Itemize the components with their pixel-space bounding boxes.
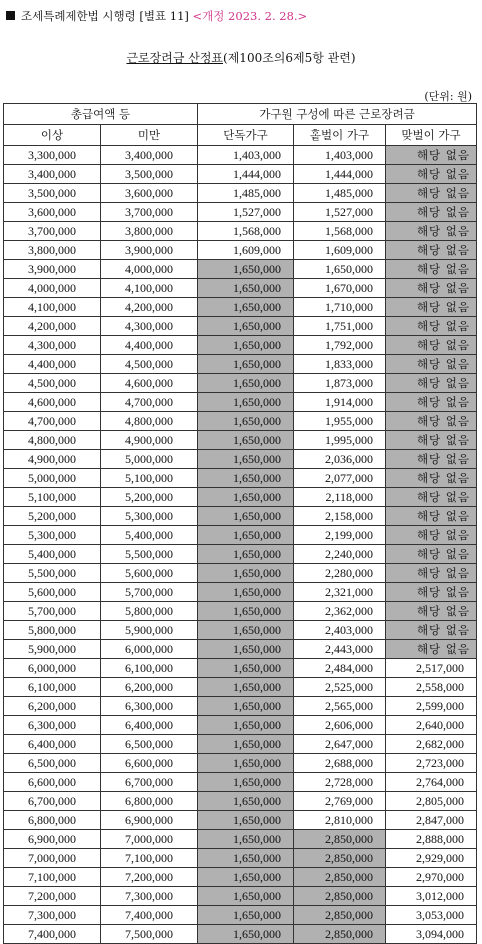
cell-single: 1,650,000	[198, 621, 294, 640]
table-row	[4, 317, 477, 336]
cell-min: 6,000,000	[4, 659, 101, 678]
cell-dual-earner: 해당 없음	[386, 583, 477, 602]
cell-single: 1,650,000	[198, 393, 294, 412]
cell-dual-earner: 해당 없음	[386, 260, 477, 279]
cell-single: 1,650,000	[198, 925, 294, 944]
cell-min: 4,300,000	[4, 336, 101, 355]
cell-dual-earner: 해당 없음	[386, 412, 477, 431]
cell-single: 1,650,000	[198, 355, 294, 374]
cell-single: 1,650,000	[198, 526, 294, 545]
cell-min: 3,900,000	[4, 260, 101, 279]
cell-max: 6,900,000	[101, 811, 198, 830]
table-row	[4, 564, 477, 583]
cell-dual-earner: 해당 없음	[386, 393, 477, 412]
cell-single-earner: 1,670,000	[294, 279, 386, 298]
cell-single-earner: 2,647,000	[294, 735, 386, 754]
cell-single: 1,650,000	[198, 678, 294, 697]
table-row	[4, 716, 477, 735]
cell-single-earner: 2,850,000	[294, 868, 386, 887]
table-row	[4, 678, 477, 697]
table-row	[4, 887, 477, 906]
cell-single: 1,650,000	[198, 849, 294, 868]
cell-min: 3,600,000	[4, 203, 101, 222]
table-row	[4, 336, 477, 355]
cell-min: 4,200,000	[4, 317, 101, 336]
table-row	[4, 621, 477, 640]
cell-max: 3,400,000	[101, 146, 198, 165]
table-row	[4, 203, 477, 222]
cell-single: 1,650,000	[198, 412, 294, 431]
cell-dual-earner: 해당 없음	[386, 279, 477, 298]
cell-single: 1,650,000	[198, 260, 294, 279]
cell-min: 3,800,000	[4, 241, 101, 260]
table-row	[4, 640, 477, 659]
cell-max: 7,500,000	[101, 925, 198, 944]
cell-single: 1,650,000	[198, 811, 294, 830]
table-row	[4, 222, 477, 241]
cell-single: 1,650,000	[198, 697, 294, 716]
cell-single: 1,527,000	[198, 203, 294, 222]
cell-min: 5,100,000	[4, 488, 101, 507]
cell-dual-earner: 해당 없음	[386, 203, 477, 222]
cell-min: 6,400,000	[4, 735, 101, 754]
cell-min: 6,700,000	[4, 792, 101, 811]
cell-single-earner: 1,751,000	[294, 317, 386, 336]
table-row	[4, 279, 477, 298]
cell-dual-earner: 3,012,000	[386, 887, 477, 906]
cell-single-earner: 1,568,000	[294, 222, 386, 241]
cell-dual-earner: 2,888,000	[386, 830, 477, 849]
cell-dual-earner: 해당 없음	[386, 241, 477, 260]
cell-dual-earner: 2,640,000	[386, 716, 477, 735]
cell-dual-earner: 2,558,000	[386, 678, 477, 697]
cell-single-earner: 2,484,000	[294, 659, 386, 678]
cell-max: 4,100,000	[101, 279, 198, 298]
col-header-dual-earner: 맞벌이 가구	[386, 125, 477, 146]
cell-single-earner: 1,710,000	[294, 298, 386, 317]
cell-dual-earner: 2,847,000	[386, 811, 477, 830]
cell-max: 6,300,000	[101, 697, 198, 716]
cell-max: 4,600,000	[101, 374, 198, 393]
cell-single: 1,650,000	[198, 887, 294, 906]
cell-single-earner: 2,525,000	[294, 678, 386, 697]
table-row	[4, 241, 477, 260]
cell-single-earner: 2,362,000	[294, 602, 386, 621]
cell-single: 1,403,000	[198, 146, 294, 165]
table-row	[4, 298, 477, 317]
cell-dual-earner: 해당 없음	[386, 317, 477, 336]
cell-min: 6,200,000	[4, 697, 101, 716]
cell-dual-earner: 해당 없음	[386, 450, 477, 469]
cell-dual-earner: 2,929,000	[386, 849, 477, 868]
cell-min: 4,600,000	[4, 393, 101, 412]
cell-single: 1,650,000	[198, 602, 294, 621]
cell-single-earner: 1,914,000	[294, 393, 386, 412]
cell-min: 7,300,000	[4, 906, 101, 925]
cell-min: 5,200,000	[4, 507, 101, 526]
cell-dual-earner: 해당 없음	[386, 469, 477, 488]
table-row	[4, 450, 477, 469]
cell-max: 4,800,000	[101, 412, 198, 431]
cell-min: 7,200,000	[4, 887, 101, 906]
cell-single-earner: 2,606,000	[294, 716, 386, 735]
cell-single: 1,650,000	[198, 374, 294, 393]
table-row	[4, 659, 477, 678]
cell-max: 5,200,000	[101, 488, 198, 507]
table-row	[4, 393, 477, 412]
cell-dual-earner: 해당 없음	[386, 374, 477, 393]
cell-max: 6,700,000	[101, 773, 198, 792]
revision-note: <개정 2023. 2. 28.>	[192, 9, 308, 23]
table-row	[4, 583, 477, 602]
table-row	[4, 146, 477, 165]
cell-dual-earner: 3,053,000	[386, 906, 477, 925]
cell-dual-earner: 해당 없음	[386, 222, 477, 241]
cell-max: 5,800,000	[101, 602, 198, 621]
cell-single: 1,650,000	[198, 317, 294, 336]
column-header-row	[4, 125, 477, 146]
cell-single-earner: 2,036,000	[294, 450, 386, 469]
cell-max: 5,600,000	[101, 564, 198, 583]
cell-single: 1,609,000	[198, 241, 294, 260]
cell-min: 4,900,000	[4, 450, 101, 469]
cell-single-earner: 2,850,000	[294, 906, 386, 925]
cell-dual-earner: 해당 없음	[386, 298, 477, 317]
cell-max: 5,000,000	[101, 450, 198, 469]
cell-dual-earner: 해당 없음	[386, 564, 477, 583]
cell-dual-earner: 해당 없음	[386, 184, 477, 203]
cell-dual-earner: 해당 없음	[386, 431, 477, 450]
cell-min: 4,800,000	[4, 431, 101, 450]
cell-min: 7,400,000	[4, 925, 101, 944]
incentive-table	[3, 103, 477, 944]
cell-single: 1,444,000	[198, 165, 294, 184]
cell-max: 6,200,000	[101, 678, 198, 697]
cell-min: 5,500,000	[4, 564, 101, 583]
cell-min: 5,700,000	[4, 602, 101, 621]
table-row	[4, 868, 477, 887]
cell-max: 6,100,000	[101, 659, 198, 678]
cell-dual-earner: 2,723,000	[386, 754, 477, 773]
cell-single-earner: 1,650,000	[294, 260, 386, 279]
cell-dual-earner: 해당 없음	[386, 545, 477, 564]
table-row	[4, 526, 477, 545]
cell-min: 6,900,000	[4, 830, 101, 849]
cell-max: 4,300,000	[101, 317, 198, 336]
cell-min: 6,500,000	[4, 754, 101, 773]
cell-max: 5,400,000	[101, 526, 198, 545]
cell-single: 1,650,000	[198, 298, 294, 317]
table-row	[4, 469, 477, 488]
table-row	[4, 697, 477, 716]
table-title	[0, 49, 482, 66]
cell-max: 6,000,000	[101, 640, 198, 659]
cell-max: 5,500,000	[101, 545, 198, 564]
cell-min: 5,000,000	[4, 469, 101, 488]
cell-min: 5,400,000	[4, 545, 101, 564]
cell-max: 4,700,000	[101, 393, 198, 412]
cell-single-earner: 1,527,000	[294, 203, 386, 222]
document-header	[6, 8, 476, 24]
cell-single: 1,650,000	[198, 773, 294, 792]
cell-single: 1,650,000	[198, 792, 294, 811]
cell-single-earner: 2,403,000	[294, 621, 386, 640]
cell-min: 5,300,000	[4, 526, 101, 545]
cell-single: 1,650,000	[198, 545, 294, 564]
cell-single-earner: 1,873,000	[294, 374, 386, 393]
cell-max: 7,000,000	[101, 830, 198, 849]
col-header-max: 미만	[101, 125, 198, 146]
cell-single-earner: 1,833,000	[294, 355, 386, 374]
cell-max: 5,700,000	[101, 583, 198, 602]
table-row	[4, 545, 477, 564]
cell-min: 3,500,000	[4, 184, 101, 203]
cell-single-earner: 2,850,000	[294, 887, 386, 906]
cell-single-earner: 2,810,000	[294, 811, 386, 830]
cell-dual-earner: 2,970,000	[386, 868, 477, 887]
cell-min: 4,500,000	[4, 374, 101, 393]
cell-single: 1,650,000	[198, 754, 294, 773]
cell-single-earner: 1,444,000	[294, 165, 386, 184]
cell-dual-earner: 2,805,000	[386, 792, 477, 811]
cell-max: 7,400,000	[101, 906, 198, 925]
table-row	[4, 412, 477, 431]
cell-max: 4,000,000	[101, 260, 198, 279]
title-main: 근로장려금 산정표	[126, 51, 224, 65]
cell-min: 6,300,000	[4, 716, 101, 735]
cell-min: 7,100,000	[4, 868, 101, 887]
cell-max: 3,800,000	[101, 222, 198, 241]
table-row	[4, 260, 477, 279]
cell-dual-earner: 2,682,000	[386, 735, 477, 754]
cell-min: 6,800,000	[4, 811, 101, 830]
table-row	[4, 184, 477, 203]
cell-single: 1,650,000	[198, 906, 294, 925]
cell-single-earner: 2,199,000	[294, 526, 386, 545]
cell-single: 1,650,000	[198, 488, 294, 507]
table-row	[4, 431, 477, 450]
cell-min: 4,700,000	[4, 412, 101, 431]
cell-dual-earner: 해당 없음	[386, 355, 477, 374]
cell-max: 7,300,000	[101, 887, 198, 906]
cell-max: 5,300,000	[101, 507, 198, 526]
cell-single-earner: 2,240,000	[294, 545, 386, 564]
cell-single: 1,650,000	[198, 431, 294, 450]
cell-single-earner: 2,077,000	[294, 469, 386, 488]
group-header-row	[4, 104, 477, 125]
cell-max: 6,800,000	[101, 792, 198, 811]
table-row	[4, 165, 477, 184]
income-group-header: 총급여액 등	[4, 104, 198, 125]
cell-single: 1,650,000	[198, 564, 294, 583]
cell-dual-earner: 해당 없음	[386, 602, 477, 621]
table-row	[4, 735, 477, 754]
cell-max: 4,900,000	[101, 431, 198, 450]
cell-single-earner: 2,850,000	[294, 830, 386, 849]
table-row	[4, 602, 477, 621]
cell-single-earner: 1,485,000	[294, 184, 386, 203]
cell-single-earner: 2,158,000	[294, 507, 386, 526]
table-body	[4, 146, 477, 944]
household-group-header: 가구원 구성에 따른 근로장려금	[198, 104, 477, 125]
header-prefix: 조세특례제한법 시행령 [별표 11]	[21, 9, 189, 23]
cell-dual-earner: 해당 없음	[386, 146, 477, 165]
cell-dual-earner: 해당 없음	[386, 165, 477, 184]
cell-single-earner: 2,688,000	[294, 754, 386, 773]
unit-label: (단위: 원)	[424, 90, 472, 103]
cell-single: 1,568,000	[198, 222, 294, 241]
cell-single-earner: 1,403,000	[294, 146, 386, 165]
cell-max: 7,100,000	[101, 849, 198, 868]
cell-min: 4,400,000	[4, 355, 101, 374]
table-row	[4, 792, 477, 811]
cell-max: 4,500,000	[101, 355, 198, 374]
table-row	[4, 355, 477, 374]
cell-single: 1,650,000	[198, 450, 294, 469]
cell-max: 7,200,000	[101, 868, 198, 887]
cell-max: 5,100,000	[101, 469, 198, 488]
cell-single-earner: 2,280,000	[294, 564, 386, 583]
cell-dual-earner: 2,517,000	[386, 659, 477, 678]
cell-min: 3,400,000	[4, 165, 101, 184]
table-row	[4, 773, 477, 792]
cell-single: 1,650,000	[198, 659, 294, 678]
col-header-single-earner: 홑벌이 가구	[294, 125, 386, 146]
col-header-min: 이상	[4, 125, 101, 146]
cell-dual-earner: 해당 없음	[386, 336, 477, 355]
cell-single-earner: 2,769,000	[294, 792, 386, 811]
table-row	[4, 925, 477, 944]
table-row	[4, 754, 477, 773]
cell-single-earner: 2,850,000	[294, 849, 386, 868]
cell-max: 3,900,000	[101, 241, 198, 260]
cell-dual-earner: 3,094,000	[386, 925, 477, 944]
cell-min: 7,000,000	[4, 849, 101, 868]
cell-dual-earner: 해당 없음	[386, 507, 477, 526]
cell-max: 6,500,000	[101, 735, 198, 754]
cell-single-earner: 2,321,000	[294, 583, 386, 602]
cell-single: 1,650,000	[198, 469, 294, 488]
cell-single-earner: 1,995,000	[294, 431, 386, 450]
cell-min: 5,900,000	[4, 640, 101, 659]
cell-dual-earner: 해당 없음	[386, 488, 477, 507]
cell-single: 1,650,000	[198, 507, 294, 526]
cell-min: 4,100,000	[4, 298, 101, 317]
cell-min: 6,100,000	[4, 678, 101, 697]
title-sub: (제100조의6제5항 관련)	[223, 51, 356, 65]
cell-single: 1,650,000	[198, 716, 294, 735]
cell-max: 5,900,000	[101, 621, 198, 640]
cell-single: 1,650,000	[198, 336, 294, 355]
cell-min: 5,600,000	[4, 583, 101, 602]
cell-min: 6,600,000	[4, 773, 101, 792]
cell-max: 4,400,000	[101, 336, 198, 355]
cell-min: 4,000,000	[4, 279, 101, 298]
cell-min: 3,300,000	[4, 146, 101, 165]
black-square-icon	[6, 11, 15, 20]
cell-single: 1,650,000	[198, 735, 294, 754]
cell-max: 6,400,000	[101, 716, 198, 735]
table-row	[4, 507, 477, 526]
cell-dual-earner: 해당 없음	[386, 526, 477, 545]
cell-dual-earner: 2,764,000	[386, 773, 477, 792]
table-row	[4, 830, 477, 849]
cell-single: 1,650,000	[198, 279, 294, 298]
cell-single: 1,650,000	[198, 868, 294, 887]
cell-min: 3,700,000	[4, 222, 101, 241]
cell-max: 6,600,000	[101, 754, 198, 773]
col-header-single: 단독가구	[198, 125, 294, 146]
cell-max: 3,600,000	[101, 184, 198, 203]
cell-single: 1,650,000	[198, 640, 294, 659]
cell-single: 1,650,000	[198, 830, 294, 849]
cell-dual-earner: 해당 없음	[386, 621, 477, 640]
cell-single-earner: 1,609,000	[294, 241, 386, 260]
cell-single-earner: 1,955,000	[294, 412, 386, 431]
cell-single-earner: 1,792,000	[294, 336, 386, 355]
cell-max: 3,500,000	[101, 165, 198, 184]
cell-single-earner: 2,118,000	[294, 488, 386, 507]
cell-dual-earner: 해당 없음	[386, 640, 477, 659]
cell-single-earner: 2,443,000	[294, 640, 386, 659]
cell-max: 4,200,000	[101, 298, 198, 317]
cell-min: 5,800,000	[4, 621, 101, 640]
table-row	[4, 811, 477, 830]
cell-max: 3,700,000	[101, 203, 198, 222]
table-row	[4, 906, 477, 925]
cell-single-earner: 2,850,000	[294, 925, 386, 944]
table-row	[4, 374, 477, 393]
cell-single-earner: 2,728,000	[294, 773, 386, 792]
table-row	[4, 488, 477, 507]
cell-single: 1,650,000	[198, 583, 294, 602]
cell-dual-earner: 2,599,000	[386, 697, 477, 716]
cell-single-earner: 2,565,000	[294, 697, 386, 716]
cell-single: 1,485,000	[198, 184, 294, 203]
table-row	[4, 849, 477, 868]
